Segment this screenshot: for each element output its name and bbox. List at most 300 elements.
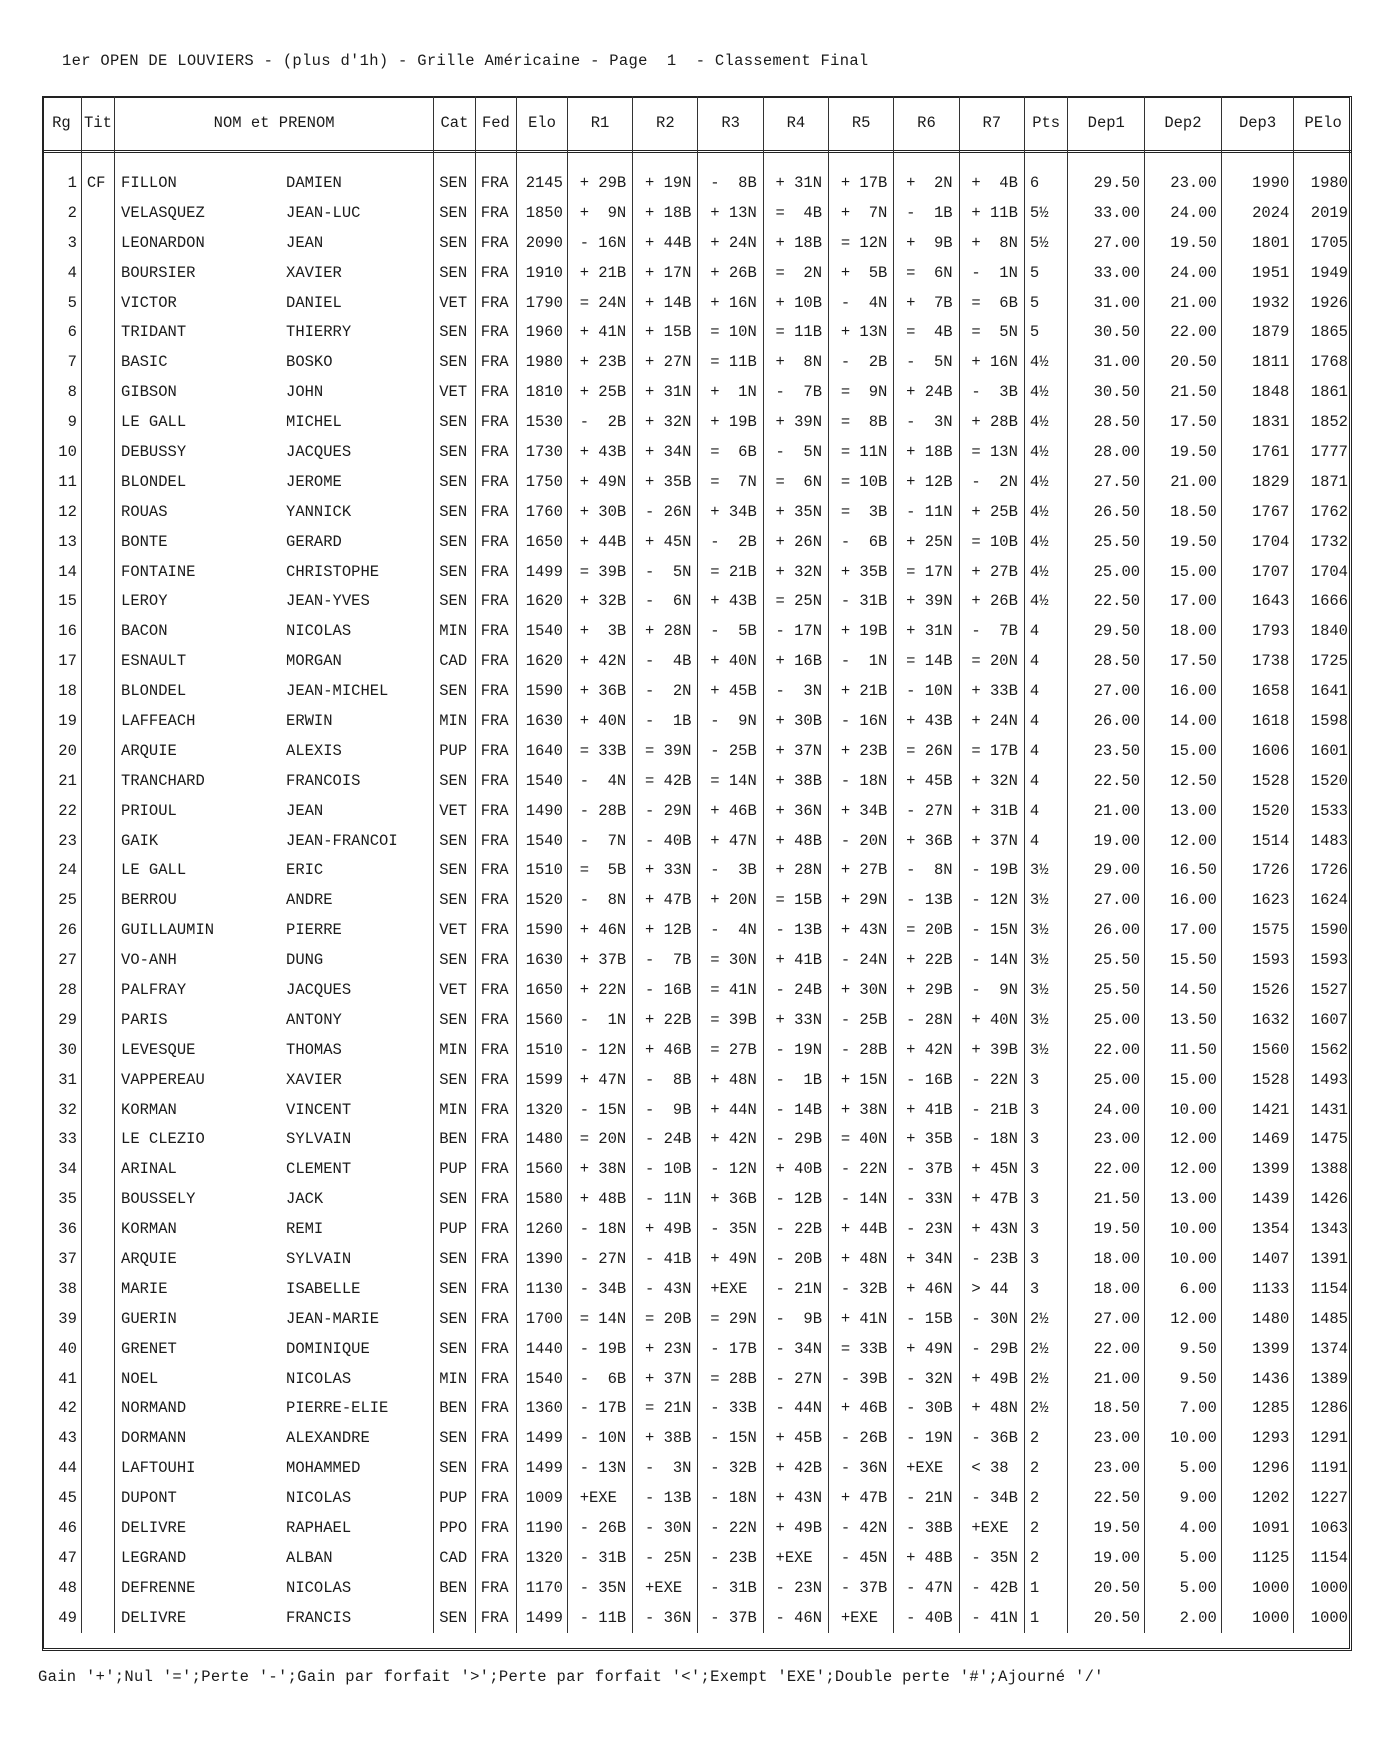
- cell-rank: 30: [58, 1040, 77, 1059]
- cell-federation: FRA: [475, 407, 516, 437]
- cell-federation: FRA: [475, 1065, 516, 1095]
- cell-round-result: = 11B: [698, 347, 763, 377]
- cell-round-result: + 42N: [698, 1125, 763, 1155]
- cell-round-result: + 19B: [698, 407, 763, 437]
- cell-elo: 1790: [517, 288, 568, 318]
- cell-title: [81, 1005, 114, 1035]
- cell-dep3: 1811: [1221, 347, 1294, 377]
- cell-round-result: + 38B: [633, 1423, 698, 1453]
- cell-name: [115, 1334, 434, 1364]
- cell-title: [81, 706, 114, 736]
- cell-dep3: 1801: [1221, 228, 1294, 258]
- cell-round-result: + 32B: [567, 586, 632, 616]
- cell-federation: FRA: [475, 228, 516, 258]
- cell-round-result: + 48B: [894, 1543, 959, 1573]
- cell-round-result: + 43N: [763, 1483, 828, 1513]
- table-row: [42, 288, 1352, 318]
- cell-points: 3: [1024, 1154, 1068, 1184]
- cell-name: [115, 150, 434, 198]
- cell-dep3: 1296: [1221, 1453, 1294, 1483]
- cell-category: CAD: [434, 1543, 475, 1573]
- cell-rank: 7: [67, 353, 77, 372]
- cell-round-result: + 17N: [633, 258, 698, 288]
- cell-dep3: 1354: [1221, 1214, 1294, 1244]
- cell-dep2: 17.00: [1145, 915, 1222, 945]
- cell-round-result: = 39B: [698, 1005, 763, 1035]
- cell-points: 4: [1024, 736, 1068, 766]
- player-last-name: BASIC: [121, 353, 168, 372]
- cell-points: 3: [1024, 1214, 1068, 1244]
- cell-round-result: + 43N: [829, 915, 894, 945]
- cell-dep3: 1618: [1221, 706, 1294, 736]
- player-first-name: CHRISTOPHE: [286, 562, 380, 581]
- cell-category: SEN: [434, 1274, 475, 1304]
- cell-round-result: - 19N: [894, 1423, 959, 1453]
- cell-round-result: - 39B: [829, 1364, 894, 1394]
- cell-rank: 25: [58, 891, 77, 910]
- player-first-name: JEAN-YVES: [286, 592, 370, 611]
- cell-dep3: 1436: [1221, 1364, 1294, 1394]
- cell-round-result: + 19B: [829, 616, 894, 646]
- cell-round-result: - 10N: [894, 676, 959, 706]
- cell-elo: 1390: [517, 1244, 568, 1274]
- cell-round-result: + 17B: [829, 150, 894, 198]
- cell-round-result: + 14B: [633, 288, 698, 318]
- cell-round-result: - 35N: [567, 1573, 632, 1603]
- cell-round-result: - 8N: [567, 885, 632, 915]
- cell-round-result: = 14B: [894, 646, 959, 676]
- cell-points: 3½: [1024, 945, 1068, 975]
- cell-category: SEN: [434, 317, 475, 347]
- cell-rank: 36: [58, 1220, 77, 1239]
- cell-rank: 18: [58, 682, 77, 701]
- col-rg: Rg: [52, 114, 71, 132]
- cell-dep3: 1738: [1221, 646, 1294, 676]
- cell-dep1: 26.00: [1068, 915, 1145, 945]
- cell-category: SEN: [434, 198, 475, 228]
- table-row: [42, 1573, 1352, 1603]
- cell-round-result: - 7B: [633, 945, 698, 975]
- cell-name: [115, 437, 434, 467]
- cell-round-result: - 9N: [698, 706, 763, 736]
- cell-elo: 1590: [517, 915, 568, 945]
- cell-federation: FRA: [475, 796, 516, 826]
- cell-name: [115, 557, 434, 587]
- cell-round-result: + 30B: [763, 706, 828, 736]
- cell-name: [115, 616, 434, 646]
- player-first-name: FRANCOIS: [286, 771, 361, 790]
- cell-name: [115, 288, 434, 318]
- cell-round-result: - 12N: [959, 885, 1024, 915]
- cell-category: SEN: [434, 407, 475, 437]
- cell-pelo: 1343: [1294, 1214, 1352, 1244]
- table-row: [42, 1125, 1352, 1155]
- cell-elo: 1260: [517, 1214, 568, 1244]
- cell-round-result: + 46B: [698, 796, 763, 826]
- table-row: [42, 1214, 1352, 1244]
- cell-pelo: 1762: [1294, 497, 1352, 527]
- cell-rank: 43: [58, 1429, 77, 1448]
- cell-round-result: = 17N: [894, 557, 959, 587]
- cell-round-result: + 28N: [633, 616, 698, 646]
- cell-points: 4½: [1024, 407, 1068, 437]
- player-first-name: ALEXANDRE: [286, 1429, 370, 1448]
- cell-round-result: - 11N: [633, 1184, 698, 1214]
- cell-round-result: - 35N: [698, 1214, 763, 1244]
- cell-points: 4: [1024, 766, 1068, 796]
- cell-round-result: + 49N: [894, 1334, 959, 1364]
- table-row: [42, 1453, 1352, 1483]
- cell-title: [81, 1304, 114, 1334]
- cell-pelo: 1286: [1294, 1394, 1352, 1424]
- cell-name: [115, 885, 434, 915]
- player-last-name: VAPPEREAU: [121, 1070, 205, 1089]
- cell-round-result: + 45B: [894, 766, 959, 796]
- cell-round-result: + 41B: [763, 945, 828, 975]
- cell-federation: FRA: [475, 1334, 516, 1364]
- cell-round-result: + 45B: [698, 676, 763, 706]
- cell-title: [81, 497, 114, 527]
- cell-round-result: - 21B: [959, 1095, 1024, 1125]
- cell-rank: 33: [58, 1130, 77, 1149]
- cell-category: SEN: [434, 1184, 475, 1214]
- cell-dep3: 1528: [1221, 1065, 1294, 1095]
- cell-round-result: + 35B: [829, 557, 894, 587]
- cell-title: [81, 646, 114, 676]
- cell-dep1: 21.00: [1068, 796, 1145, 826]
- cell-round-result: - 10N: [567, 1423, 632, 1453]
- cell-round-result: + 2N: [894, 150, 959, 198]
- cell-title: [81, 1274, 114, 1304]
- cell-pelo: 1520: [1294, 766, 1352, 796]
- cell-round-result: - 11B: [567, 1603, 632, 1633]
- cell-round-result: + 46B: [829, 1394, 894, 1424]
- cell-title: [81, 467, 114, 497]
- cell-round-result: - 45N: [829, 1543, 894, 1573]
- cell-round-result: + 41B: [894, 1095, 959, 1125]
- cell-title: [81, 766, 114, 796]
- cell-name: [115, 1214, 434, 1244]
- cell-round-result: + 35B: [633, 467, 698, 497]
- cell-round-result: - 37B: [829, 1573, 894, 1603]
- cell-round-result: + 43B: [567, 437, 632, 467]
- cell-pelo: 1949: [1294, 258, 1352, 288]
- cell-round-result: = 10N: [698, 317, 763, 347]
- cell-pelo: 1000: [1294, 1603, 1352, 1633]
- cell-round-result: - 33B: [698, 1394, 763, 1424]
- cell-dep1: 23.00: [1068, 1125, 1145, 1155]
- cell-category: PUP: [434, 1154, 475, 1184]
- cell-round-result: - 17B: [567, 1394, 632, 1424]
- cell-category: BEN: [434, 1394, 475, 1424]
- cell-title: [81, 736, 114, 766]
- cell-category: BEN: [434, 1125, 475, 1155]
- cell-round-result: + 32N: [763, 557, 828, 587]
- cell-round-result: - 35N: [959, 1543, 1024, 1573]
- cell-dep2: 24.00: [1145, 258, 1222, 288]
- cell-dep1: 33.00: [1068, 258, 1145, 288]
- cell-round-result: - 14N: [829, 1184, 894, 1214]
- cell-round-result: + 30B: [567, 497, 632, 527]
- col-r6: R6: [894, 96, 959, 150]
- player-last-name: GIBSON: [121, 383, 177, 402]
- cell-round-result: + 45B: [763, 1423, 828, 1453]
- cell-round-result: + 37N: [959, 826, 1024, 856]
- cell-title: [81, 407, 114, 437]
- col-r4: R4: [763, 96, 828, 150]
- cell-name: [115, 407, 434, 437]
- cell-round-result: - 40B: [633, 826, 698, 856]
- cell-elo: 1540: [517, 826, 568, 856]
- player-first-name: SYLVAIN: [286, 1130, 352, 1149]
- cell-round-result: - 32B: [698, 1453, 763, 1483]
- table-row: [42, 945, 1352, 975]
- cell-round-result: = 5N: [959, 317, 1024, 347]
- cell-category: SEN: [434, 527, 475, 557]
- cell-dep1: 28.00: [1068, 437, 1145, 467]
- cell-name: [115, 826, 434, 856]
- cell-dep3: 1707: [1221, 557, 1294, 587]
- cell-title: CF: [81, 150, 114, 198]
- player-last-name: PARIS: [121, 1010, 168, 1029]
- cell-rank: 23: [58, 831, 77, 850]
- cell-round-result: = 17B: [959, 736, 1024, 766]
- table-row: [42, 377, 1352, 407]
- cell-dep3: 1399: [1221, 1334, 1294, 1364]
- cell-name: [115, 945, 434, 975]
- player-first-name: JACQUES: [286, 442, 352, 461]
- cell-round-result: - 5B: [698, 616, 763, 646]
- cell-pelo: 1705: [1294, 228, 1352, 258]
- cell-dep2: 13.50: [1145, 1005, 1222, 1035]
- cell-pelo: 1374: [1294, 1334, 1352, 1364]
- col-dep1: Dep1: [1068, 96, 1145, 150]
- cell-dep3: 1526: [1221, 975, 1294, 1005]
- cell-round-result: + 44N: [698, 1095, 763, 1125]
- cell-federation: FRA: [475, 1244, 516, 1274]
- cell-category: SEN: [434, 557, 475, 587]
- player-last-name: LEROY: [121, 592, 168, 611]
- player-last-name: NOEL: [121, 1369, 159, 1388]
- cell-dep3: 1560: [1221, 1035, 1294, 1065]
- cell-round-result: + 46N: [567, 915, 632, 945]
- cell-pelo: 1483: [1294, 826, 1352, 856]
- player-first-name: NICOLAS: [286, 1369, 352, 1388]
- cell-federation: FRA: [475, 885, 516, 915]
- cell-round-result: + 44B: [829, 1214, 894, 1244]
- player-last-name: GRENET: [121, 1339, 177, 1358]
- cell-dep1: 28.50: [1068, 407, 1145, 437]
- table-row: [42, 1184, 1352, 1214]
- cell-federation: FRA: [475, 437, 516, 467]
- cell-round-result: + 24N: [959, 706, 1024, 736]
- cell-title: [81, 1095, 114, 1125]
- cell-elo: 1540: [517, 1364, 568, 1394]
- cell-title: [81, 1125, 114, 1155]
- cell-round-result: - 8N: [894, 855, 959, 885]
- cell-round-result: = 30N: [698, 945, 763, 975]
- table-row: [42, 1154, 1352, 1184]
- cell-name: [115, 1065, 434, 1095]
- cell-round-result: + 27B: [829, 855, 894, 885]
- cell-round-result: = 21N: [633, 1394, 698, 1424]
- cell-round-result: + 7B: [894, 288, 959, 318]
- cell-federation: FRA: [475, 855, 516, 885]
- table-row: [42, 1394, 1352, 1424]
- cell-elo: 1190: [517, 1513, 568, 1543]
- cell-round-result: = 20B: [894, 915, 959, 945]
- cell-title: [81, 228, 114, 258]
- cell-category: SEN: [434, 497, 475, 527]
- player-last-name: BOURSIER: [121, 263, 196, 282]
- cell-elo: 1650: [517, 975, 568, 1005]
- cell-elo: 1700: [517, 1304, 568, 1334]
- player-last-name: PRIOUL: [121, 801, 177, 820]
- cell-elo: 1620: [517, 646, 568, 676]
- col-fed: Fed: [475, 96, 516, 150]
- cell-round-result: + 22B: [633, 1005, 698, 1035]
- cell-round-result: + 13N: [829, 317, 894, 347]
- cell-round-result: - 23B: [698, 1543, 763, 1573]
- cell-round-result: - 25B: [698, 736, 763, 766]
- cell-title: [81, 1453, 114, 1483]
- cell-elo: 2090: [517, 228, 568, 258]
- cell-pelo: 1865: [1294, 317, 1352, 347]
- cell-dep3: 1407: [1221, 1244, 1294, 1274]
- cell-round-result: - 29B: [763, 1125, 828, 1155]
- cell-round-result: - 10B: [633, 1154, 698, 1184]
- cell-points: 3: [1024, 1184, 1068, 1214]
- cell-dep3: 1125: [1221, 1543, 1294, 1573]
- cell-dep1: 27.00: [1068, 228, 1145, 258]
- cell-dep1: 18.00: [1068, 1244, 1145, 1274]
- cell-dep3: 1643: [1221, 586, 1294, 616]
- cell-round-result: = 33B: [829, 1334, 894, 1364]
- cell-rank: 24: [58, 861, 77, 880]
- cell-round-result: < 38: [959, 1453, 1024, 1483]
- cell-rank: 20: [58, 741, 77, 760]
- cell-round-result: = 4B: [894, 317, 959, 347]
- cell-name: [115, 676, 434, 706]
- table-row: [42, 1364, 1352, 1394]
- cell-round-result: - 15B: [894, 1304, 959, 1334]
- cell-pelo: 1562: [1294, 1035, 1352, 1065]
- cell-dep1: 22.50: [1068, 1483, 1145, 1513]
- cell-category: SEN: [434, 676, 475, 706]
- player-first-name: VINCENT: [286, 1100, 352, 1119]
- cell-category: SEN: [434, 150, 475, 198]
- cell-name: [115, 347, 434, 377]
- cell-round-result: + 28N: [763, 855, 828, 885]
- cell-pelo: 1871: [1294, 467, 1352, 497]
- cell-round-result: + 11B: [959, 198, 1024, 228]
- cell-round-result: + 40N: [567, 706, 632, 736]
- cell-dep1: 25.50: [1068, 975, 1145, 1005]
- cell-round-result: = 26N: [894, 736, 959, 766]
- cell-round-result: - 12N: [698, 1154, 763, 1184]
- cell-rank: 6: [67, 323, 77, 342]
- cell-dep2: 21.50: [1145, 377, 1222, 407]
- cell-rank: 21: [58, 771, 77, 790]
- cell-round-result: - 13B: [763, 915, 828, 945]
- cell-dep3: 1514: [1221, 826, 1294, 856]
- cell-round-result: - 19B: [567, 1334, 632, 1364]
- cell-round-result: + 16B: [763, 646, 828, 676]
- cell-points: 4½: [1024, 497, 1068, 527]
- cell-federation: FRA: [475, 317, 516, 347]
- cell-round-result: - 6N: [633, 586, 698, 616]
- cell-dep2: 23.00: [1145, 150, 1222, 198]
- cell-dep2: 14.00: [1145, 706, 1222, 736]
- cell-category: SEN: [434, 1603, 475, 1633]
- cell-round-result: + 49B: [633, 1214, 698, 1244]
- cell-points: 4: [1024, 676, 1068, 706]
- cell-pelo: 1493: [1294, 1065, 1352, 1095]
- cell-points: 5: [1024, 258, 1068, 288]
- cell-elo: 1520: [517, 885, 568, 915]
- cell-round-result: - 6B: [567, 1364, 632, 1394]
- cell-round-result: + 9B: [894, 228, 959, 258]
- cell-rank: 17: [58, 652, 77, 671]
- cell-dep3: 1829: [1221, 467, 1294, 497]
- cell-rank: 29: [58, 1010, 77, 1029]
- cell-category: VET: [434, 288, 475, 318]
- cell-elo: 1620: [517, 586, 568, 616]
- cell-federation: FRA: [475, 1543, 516, 1573]
- cell-round-result: + 22N: [567, 975, 632, 1005]
- cell-points: 3: [1024, 1065, 1068, 1095]
- cell-round-result: + 39N: [894, 586, 959, 616]
- cell-name: [115, 1035, 434, 1065]
- cell-round-result: - 36B: [959, 1423, 1024, 1453]
- player-last-name: MARIE: [121, 1279, 168, 1298]
- col-dep2: Dep2: [1145, 96, 1222, 150]
- player-first-name: JACQUES: [286, 980, 352, 999]
- cell-elo: 1540: [517, 766, 568, 796]
- cell-points: 5: [1024, 317, 1068, 347]
- cell-dep2: 7.00: [1145, 1394, 1222, 1424]
- cell-dep1: 25.50: [1068, 527, 1145, 557]
- cell-round-result: + 32N: [633, 407, 698, 437]
- player-last-name: NORMAND: [121, 1399, 187, 1418]
- player-first-name: RAPHAEL: [286, 1519, 352, 1538]
- cell-elo: 1480: [517, 1125, 568, 1155]
- cell-federation: FRA: [475, 557, 516, 587]
- cell-round-result: - 15N: [959, 915, 1024, 945]
- table-row: [42, 1543, 1352, 1573]
- cell-round-result: - 2B: [829, 347, 894, 377]
- cell-dep3: 1831: [1221, 407, 1294, 437]
- cell-dep1: 24.00: [1068, 1095, 1145, 1125]
- cell-round-result: - 32B: [829, 1274, 894, 1304]
- cell-dep2: 18.50: [1145, 497, 1222, 527]
- cell-round-result: + 29B: [567, 150, 632, 198]
- cell-round-result: = 20N: [959, 646, 1024, 676]
- cell-round-result: - 13N: [567, 1453, 632, 1483]
- cell-round-result: = 6N: [894, 258, 959, 288]
- cell-pelo: 1777: [1294, 437, 1352, 467]
- player-last-name: DELIVRE: [121, 1519, 187, 1538]
- cell-round-result: - 15N: [698, 1423, 763, 1453]
- cell-pelo: 2019: [1294, 198, 1352, 228]
- cell-round-result: - 9B: [763, 1304, 828, 1334]
- cell-round-result: - 4N: [567, 766, 632, 796]
- cell-elo: 1760: [517, 497, 568, 527]
- cell-elo: 1530: [517, 407, 568, 437]
- cell-round-result: - 27N: [763, 1364, 828, 1394]
- cell-round-result: - 17B: [698, 1334, 763, 1364]
- cell-dep3: 1793: [1221, 616, 1294, 646]
